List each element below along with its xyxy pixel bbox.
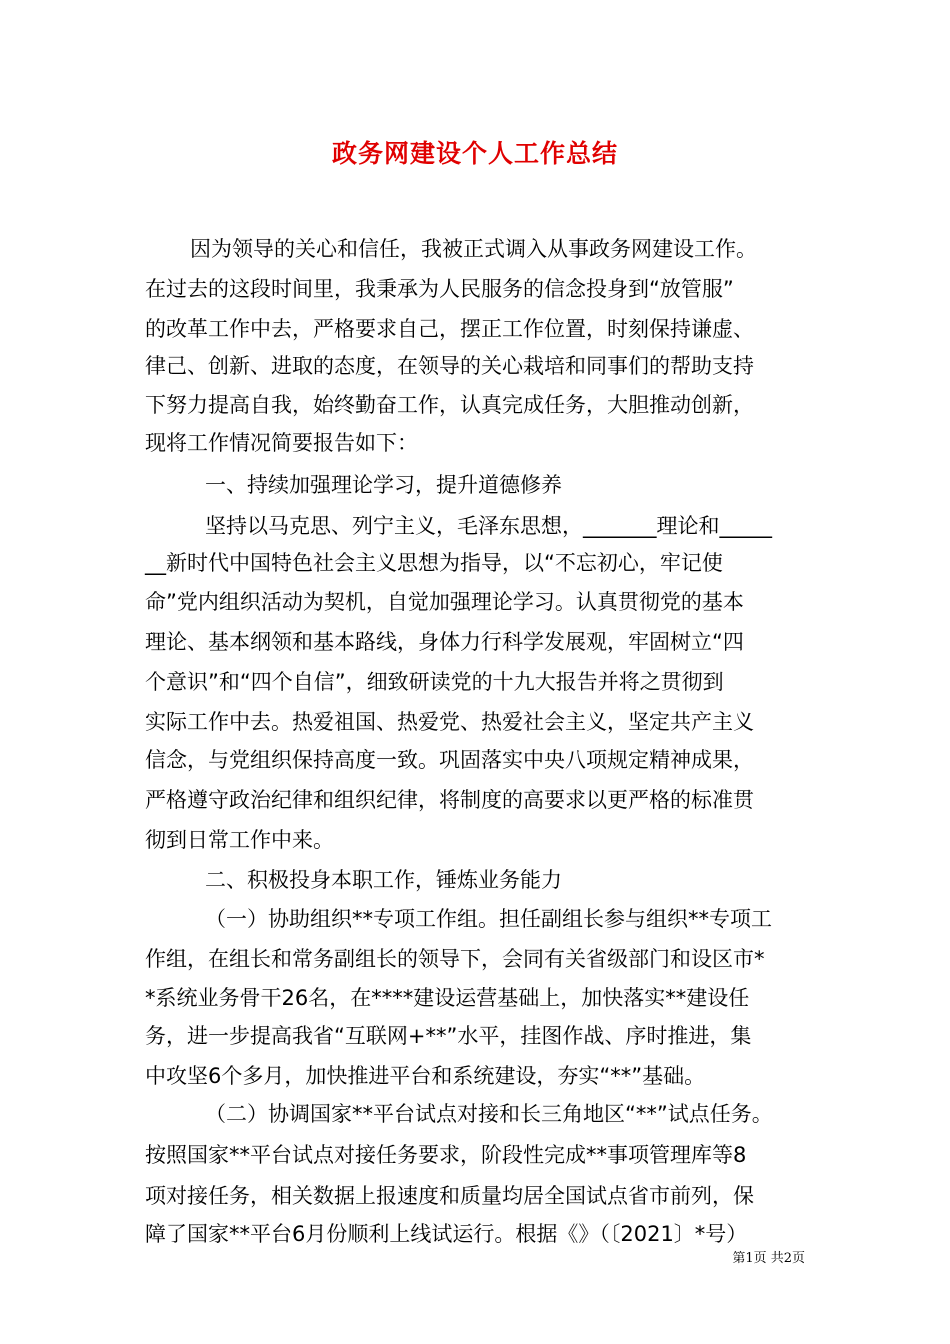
body-line: 的改革工作中去，严格要求自己，摆正工作位置，时刻保持谦虚、 bbox=[145, 317, 754, 341]
body-line: 坚持以马克思、列宁主义，毛泽东思想，_______理论和_____ bbox=[205, 514, 772, 538]
body-line: 障了国家**平台6月份顺利上线试运行。根据《》（〔2021〕*号） bbox=[145, 1222, 748, 1246]
body-line: 现将工作情况简要报告如下： bbox=[145, 431, 418, 455]
document-title: 政务网建设个人工作总结 bbox=[331, 139, 618, 168]
body-line: 个意识”和“四个自信”，细致研读党的十九大报告并将之贯彻到 bbox=[145, 670, 724, 694]
body-line: 严格遵守政治纪律和组织纪律，将制度的高要求以更严格的标准贯 bbox=[145, 788, 754, 812]
body-line: 实际工作中去。热爱祖国、热爱党、热爱社会主义，坚定共产主义 bbox=[145, 710, 754, 734]
body-line: 项对接任务，相关数据上报速度和质量均居全国试点省市前列，保 bbox=[145, 1184, 754, 1208]
body-line: （二）协调国家**平台试点对接和长三角地区“**”试点任务。 bbox=[205, 1102, 773, 1126]
body-line: 按照国家**平台试点对接任务要求，阶段性完成**事项管理库等8 bbox=[145, 1143, 747, 1167]
body-line: 在过去的这段时间里，我秉承为人民服务的信念投身到“放管服” bbox=[145, 277, 734, 301]
body-line: 中攻坚6个多月，加快推进平台和系统建设，夯实“**”基础。 bbox=[145, 1064, 706, 1088]
page-number: 第1页 共2页 bbox=[732, 1251, 805, 1266]
body-line: 彻到日常工作中来。 bbox=[145, 828, 334, 852]
body-line: （一）协助组织**专项工作组。担任副组长参与组织**专项工 bbox=[205, 907, 772, 931]
body-line: 作组，在组长和常务副组长的领导下，会同有关省级部门和设区市* bbox=[145, 947, 765, 971]
body-line: 下努力提高自我，始终勤奋工作，认真完成任务，大胆推动创新， bbox=[145, 393, 754, 417]
body-line: 因为领导的关心和信任，我被正式调入从事政务网建设工作。 bbox=[190, 237, 757, 261]
body-line: 务，进一步提高我省“互联网+**”水平，挂图作战、序时推进，集 bbox=[145, 1024, 752, 1048]
body-line: 信念，与党组织保持高度一致。巩固落实中央八项规定精神成果， bbox=[145, 748, 754, 772]
body-line: 二、积极投身本职工作，锤炼业务能力 bbox=[205, 868, 562, 892]
body-line: 命”党内组织活动为契机，自觉加强理论学习。认真贯彻党的基本 bbox=[145, 590, 744, 614]
body-line: __新时代中国特色社会主义思想为指导，以“不忘初心，牢记使 bbox=[145, 551, 723, 575]
body-line: *系统业务骨干26名，在****建设运营基础上，加快落实**建设任 bbox=[145, 986, 750, 1010]
body-line: 律己、创新、进取的态度，在领导的关心栽培和同事们的帮助支持 bbox=[145, 354, 754, 378]
body-line: 理论、基本纲领和基本路线，身体力行科学发展观，牢固树立“四 bbox=[145, 630, 744, 654]
body-line: 一、持续加强理论学习，提升道德修养 bbox=[205, 473, 562, 497]
